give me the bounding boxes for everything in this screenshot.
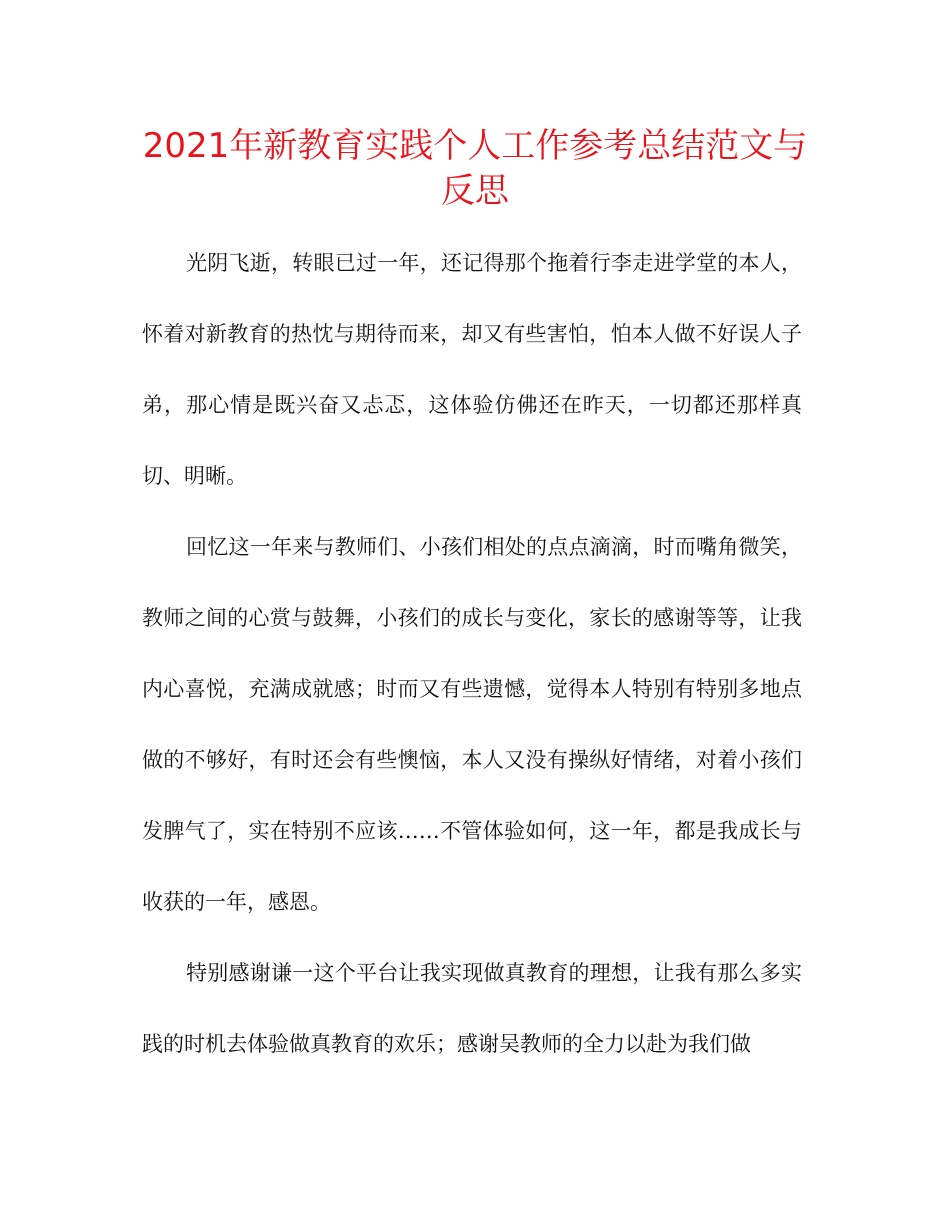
paragraph-3: 特别感谢谦一这个平台让我实现做真教育的理想，让我有那么多实践的时机去体验做真教育的欢乐；感谢吴教师的全力以赴为我们做 (142, 961, 802, 1056)
paragraph-1: 光阴飞逝，转眼已过一年，还记得那个拖着行李走进学堂的本人，怀着对新教育的热忱与期待而来，却又有些害怕，怕本人做不好误人子弟，那心情是既兴奋又忐忑，这体验仿佛还在昨天，一切都还那样真切、明晰。 (142, 251, 802, 488)
document-body (142, 228, 802, 1080)
paragraph-2: 回忆这一年来与教师们、小孩们相处的点点滴滴，时而嘴角微笑，教师之间的心赏与鼓舞，小孩们的成长与变化，家长的感谢等等，让我内心喜悦，充满成就感；时而又有些遗憾，觉得本人特别有特别多地点做的不够好，有时还会有些懊恼，本人又没有操纵好情绪，对着小孩们发脾气了，实在特别不应该……不管体验如何，这一年，都是我成长与收获的一年，感恩。 (142, 535, 802, 914)
document-title: 2021年新教育实践个人工作参考总结范文与反思 (142, 126, 808, 211)
